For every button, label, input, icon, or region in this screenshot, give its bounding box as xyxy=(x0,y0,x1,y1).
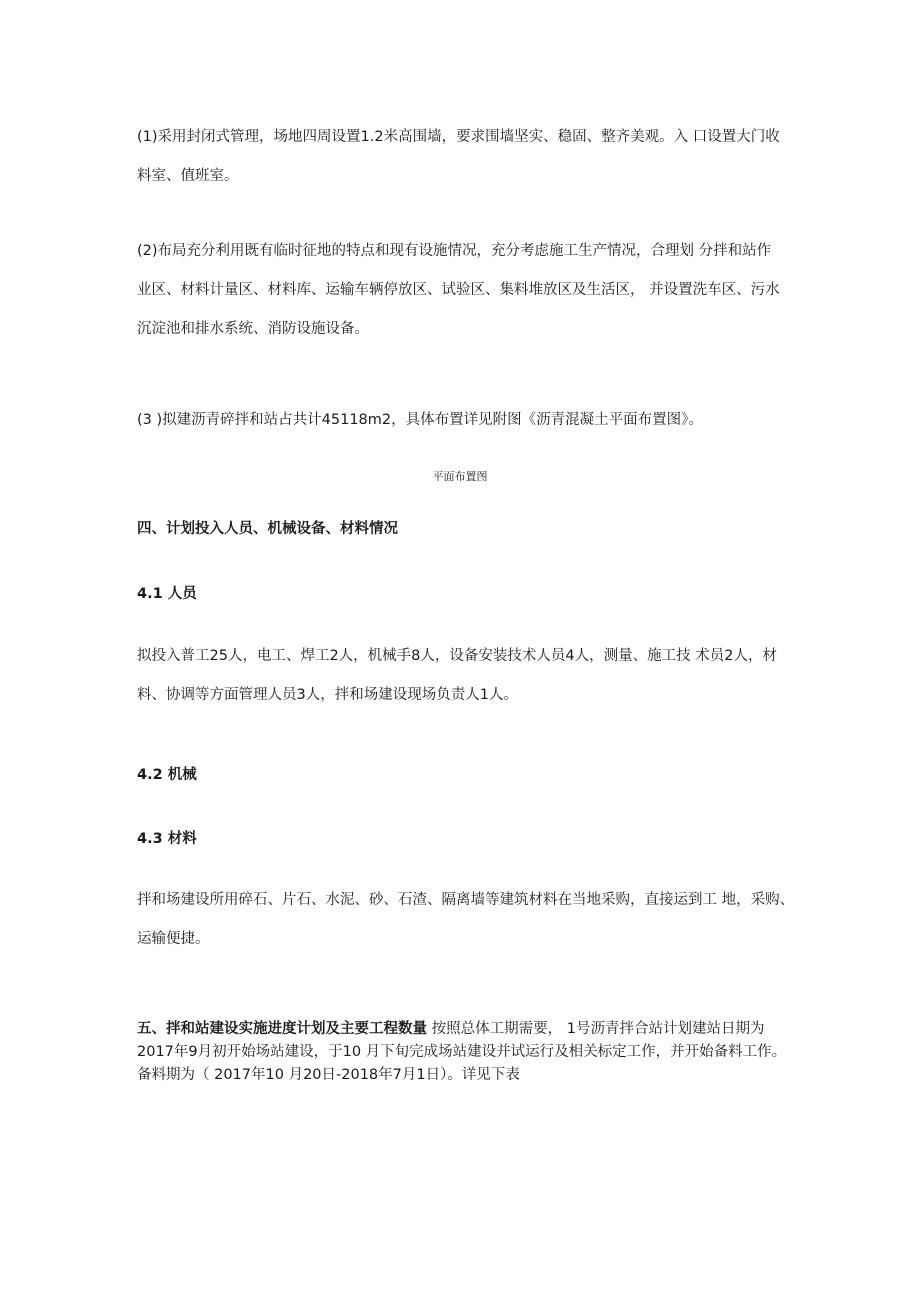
paragraph-1-line-2: 料室、值班室。 xyxy=(137,168,239,185)
section-4-3-text xyxy=(137,881,795,959)
paragraph-3 xyxy=(137,401,792,440)
section-5-line-1 xyxy=(137,1018,792,1041)
section-4-1-line-2: 料、协调等方面管理人员3人，拌和场建设现场负责人1人。 xyxy=(137,687,518,704)
figure-caption: 平面布置图 xyxy=(432,470,488,483)
section-5-line-3: 备料期为（ 2017年10 月20日-2018年7月1日）。详见下表 xyxy=(137,1067,520,1084)
section-5 xyxy=(137,1018,792,1088)
section-5-heading: 五、拌和站建设实施进度计划及主要工程数量 xyxy=(137,1021,427,1037)
section-4-3-heading: 4.3 材料 xyxy=(137,831,197,847)
section-4-3-line-2: 运输便捷。 xyxy=(137,931,210,948)
section-5-line-2: 2017年9月初开始场站建设，于10 月下旬完成场站建设并试运行及相关标定工作，并开始备料工作。 xyxy=(137,1044,787,1061)
section-4-1-heading: 4.1 人员 xyxy=(137,586,197,602)
section-4-1-text xyxy=(137,637,792,715)
section-4-2-heading: 4.2 机械 xyxy=(137,767,197,783)
paragraph-3-line-1: (3 )拟建沥青碎拌和站占共计45118m2，具体布置详见附图《沥青混凝土平面布置图》。 xyxy=(137,412,703,428)
paragraph-1-line-1: (1)采用封闭式管理，场地四周设置1.2米高围墙，要求围墙坚实、稳固、整齐美观。入 口设置大门收 xyxy=(137,129,780,145)
paragraph-2-line-2: 业区、材料计量区、材料库、运输车辆停放区、试验区、集料堆放区及生活区， 并设置洗车区、污水 xyxy=(137,282,780,299)
paragraph-2 xyxy=(137,232,792,349)
section-4-1-line-1: 拟投入普工25人，电工、焊工2人，机械手8人，设备安装技术人员4人，测量、施工技 术员2人，材 xyxy=(137,648,777,664)
paragraph-2-line-1: (2)布局充分利用既有临时征地的特点和现有设施情况，充分考虑施工生产情况，合理划 分拌和站作 xyxy=(137,243,772,259)
section-4-heading: 四、计划投入人员、机械设备、材料情况 xyxy=(137,521,398,537)
paragraph-1 xyxy=(137,118,792,196)
section-5-line-1-rest: 按照总体工期需要， 1号沥青拌合站计划建站日期为 xyxy=(427,1021,765,1037)
paragraph-2-line-3: 沉淀池和排水系统、消防设施设备。 xyxy=(137,321,369,338)
section-4-3-line-1: 拌和场建设所用碎石、片石、水泥、砂、石渣、隔离墙等建筑材料在当地采购，直接运到工 地，采购、 xyxy=(137,892,795,908)
